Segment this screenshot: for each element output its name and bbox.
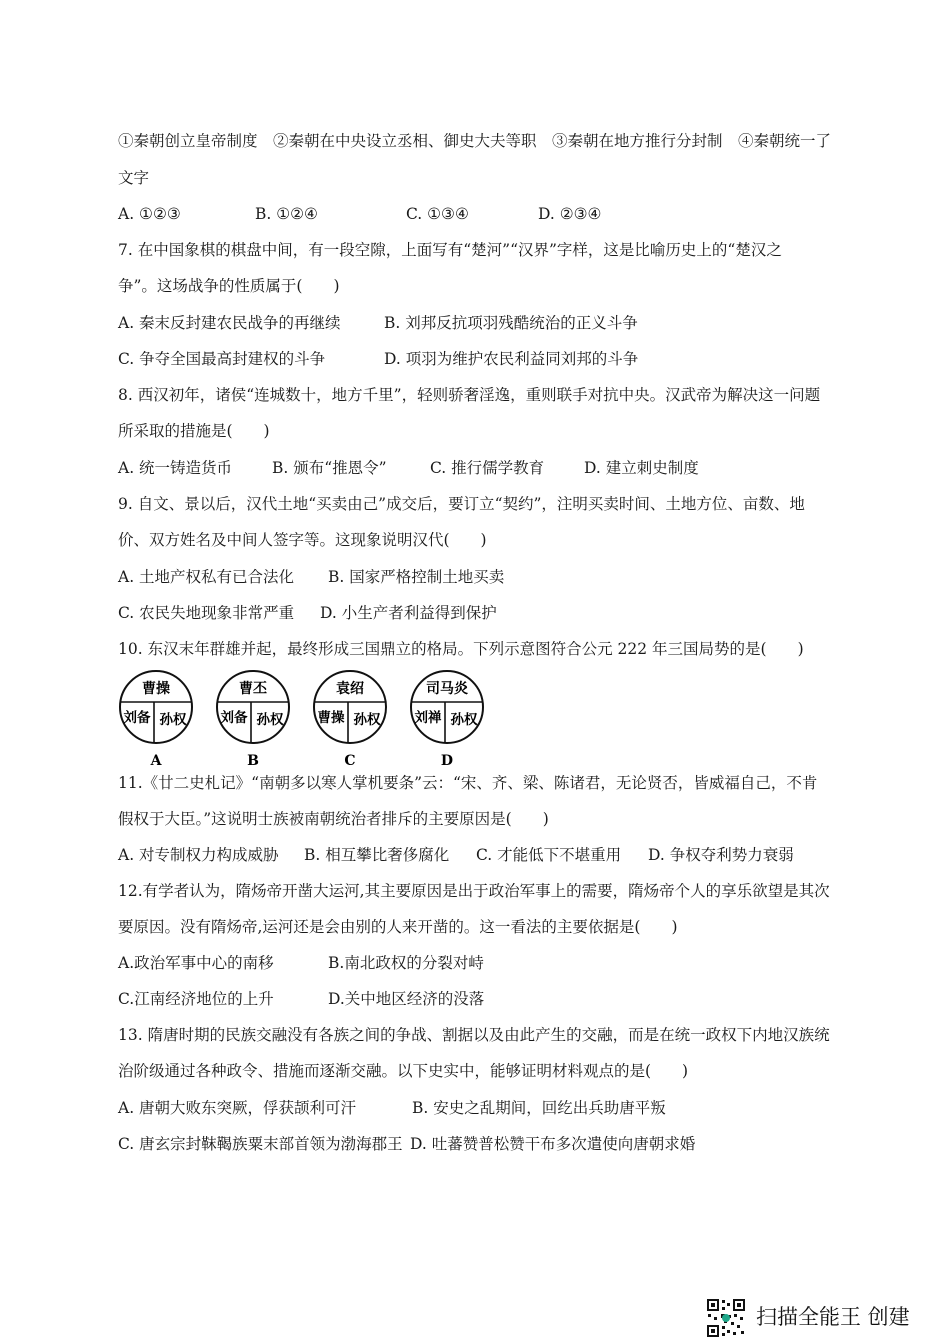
q10-right-label-0: 孙权 [159, 712, 187, 728]
q10-left-label-1: 刘备 [220, 710, 248, 726]
q6-option-d: D. ②③④ [538, 205, 602, 223]
q13-stem-line2: 治阶级通过各种政令、措施而逐渐交融。以下史实中，能够证明材料观点的是( ) [118, 1062, 689, 1080]
q13-option-a: A. 唐朝大败东突厥，俘获颉利可汗 [118, 1099, 357, 1117]
q10-left-label-3: 刘禅 [414, 710, 442, 726]
q10-diagrams [118, 668, 498, 768]
q7-stem-line1: 7. 在中国象棋的棋盘中间，有一段空隙，上面写有“楚河”“汉界”字样，这是比喻历史上的“楚汉之 [118, 241, 782, 259]
q12-stem-line2: 要原因。没有隋炀帝,运河还是会由别的人来开凿的。这一看法的主要依据是( ) [118, 918, 678, 936]
q6-option-c: C. ①③④ [406, 205, 469, 223]
scanner-footer [706, 1296, 936, 1340]
q13-option-c: C. 唐玄宗封靺鞨族粟末部首领为渤海郡王 [118, 1135, 403, 1153]
q12-option-b: B.南北政权的分裂对峙 [328, 954, 484, 972]
q13-stem-line1: 13. 隋唐时期的民族交融没有各族之间的争战、割据以及由此产生的交融，而是在统一政权下内地汉族统 [118, 1026, 830, 1044]
q9-option-c: C. 农民失地现象非常严重 [118, 604, 295, 622]
q10-diagram-svg [118, 668, 498, 768]
q10-top-label-3: 司马炎 [426, 681, 468, 697]
q6-option-b: B. ①②④ [255, 205, 318, 223]
q11-option-d: D. 争权夺利势力衰弱 [648, 846, 794, 864]
q10-option-label-0: A [150, 753, 162, 768]
q12-stem-line1: 12.有学者认为，隋炀帝开凿大运河,其主要原因是出于政治军事上的需要，隋炀帝个人的享乐欲望是其次 [118, 882, 830, 900]
q13-option-d: D. 吐蕃赞普松赞干布多次遣使向唐朝求婚 [410, 1135, 696, 1153]
q10-right-label-3: 孙权 [450, 712, 478, 728]
q8-option-c: C. 推行儒学教育 [430, 459, 545, 477]
q7-option-c: C. 争夺全国最高封建权的斗争 [118, 350, 326, 368]
qr-code-icon [706, 1298, 746, 1338]
q7-stem-line2: 争”。这场战争的性质属于( ) [118, 277, 340, 295]
q9-stem-line2: 价、双方姓名及中间人签字等。这现象说明汉代( ) [118, 531, 487, 549]
q8-stem-line1: 8. 西汉初年，诸侯“连城数十，地方千里”，轻则骄奢淫逸，重则联手对抗中央。汉武帝为解决这一问题 [118, 386, 821, 404]
q10-top-label-1: 曹丕 [239, 681, 267, 697]
q10-top-label-0: 曹操 [142, 681, 170, 697]
q11-option-a: A. 对专制权力构成威胁 [118, 846, 279, 864]
q11-stem-line2: 假权于大臣。”这说明士族被南朝统治者排斥的主要原因是( ) [118, 810, 549, 828]
q8-stem-line2: 所采取的措施是( ) [118, 422, 270, 440]
q12-option-d: D.关中地区经济的没落 [328, 990, 485, 1008]
q8-option-a: A. 统一铸造货币 [118, 459, 233, 477]
q6-statements-cont: 文字 [118, 169, 150, 187]
q10-stem: 10. 东汉末年群雄并起，最终形成三国鼎立的格局。下列示意图符合公元 222 年三国局势的是( ) [118, 640, 804, 658]
q10-right-label-1: 孙权 [256, 712, 284, 728]
q9-stem-line1: 9. 自文、景以后，汉代土地“买卖由己”成交后，要订立“契约”，注明买卖时间、土地方位、亩数、地 [118, 495, 805, 513]
q9-option-b: B. 国家严格控制土地买卖 [328, 568, 505, 586]
scanner-brand-text: 扫描全能王 创建 [756, 1305, 910, 1329]
q6-option-a: A. ①②③ [118, 205, 181, 223]
q12-option-a: A.政治军事中心的南移 [118, 954, 274, 972]
q10-left-label-2: 曹操 [317, 710, 345, 726]
q8-option-d: D. 建立刺史制度 [584, 459, 699, 477]
q10-option-label-2: C [344, 753, 356, 768]
q10-option-label-3: D [440, 753, 454, 768]
q10-top-label-2: 袁绍 [336, 681, 364, 697]
q10-left-label-0: 刘备 [123, 710, 151, 726]
q7-option-a: A. 秦末反封建农民战争的再继续 [118, 314, 341, 332]
q11-option-b: B. 相互攀比奢侈腐化 [304, 846, 450, 864]
q11-stem-line1: 11.《廿二史札记》“南朝多以寒人掌机要条”云：“宋、齐、梁、陈诸君，无论贤否，皆威福自己，不肯 [118, 774, 818, 792]
q11-option-c: C. 才能低下不堪重用 [476, 846, 622, 864]
q10-option-label-1: B [247, 753, 259, 768]
q13-option-b: B. 安史之乱期间，回纥出兵助唐平叛 [412, 1099, 666, 1117]
q9-option-d: D. 小生产者利益得到保护 [320, 604, 497, 622]
q7-option-b: B. 刘邦反抗项羽残酷统治的正义斗争 [384, 314, 638, 332]
q6-statements: ①秦朝创立皇帝制度 ②秦朝在中央设立丞相、御史大夫等职 ③秦朝在地方推行分封制 ④秦朝统一了 [118, 132, 832, 150]
q7-option-d: D. 项羽为维护农民利益同刘邦的斗争 [384, 350, 639, 368]
q10-right-label-2: 孙权 [353, 712, 381, 728]
q12-option-c: C.江南经济地位的上升 [118, 990, 274, 1008]
q9-option-a: A. 土地产权私有已合法化 [118, 568, 295, 586]
q8-option-b: B. 颁布“推恩令” [272, 459, 387, 477]
